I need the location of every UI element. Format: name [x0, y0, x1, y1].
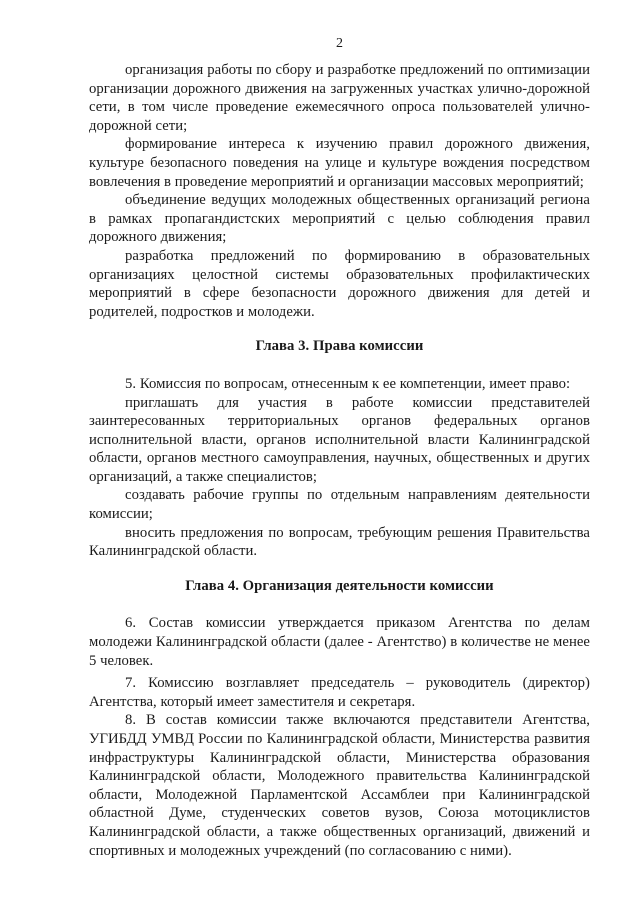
paragraph-unification: объединение ведущих молодежных общественных организаций региона в рамках пропагандистских мероприятий с целью соблюдения правил дорожного движения; — [89, 192, 590, 246]
chapter-4-title: Глава 4. Организация деятельности комиссии — [185, 577, 494, 594]
paragraph-interest: формирование интереса к изучению правил дорожного движения, культуре безопасного поведения на улице и культуре вождения посредством вовлечения в проведение мероприятий и организации массовых мероприятий; — [89, 136, 590, 190]
clause-8: 8. В состав комиссии также включаются представители Агентства, УГИБДД УМВД России по Калининградской области, Министерства развития инфраструктуры Калининградской области, Министерства образования Калининградской области, Молодежного правительства Калининградской области, Молодежной Парламентской Ассамблеи при Калининградской областной Думе, студенческих советов вузов, Союза мотоциклистов Калининградской области, а также общественных организаций, движений и спортивных и молодежных учреждений (по согласованию с ними). — [89, 712, 590, 859]
right-proposals: вносить предложения по вопросам, требующим решения Правительства Калининградской области. — [89, 524, 590, 560]
clause-6: 6. Состав комиссии утверждается приказом Агентства по делам молодежи Калининградской области (далее - Агентство) в количестве не менее 5 человек. — [89, 615, 590, 669]
paragraph-development: разработка предложений по формированию в образовательных организациях целостной системы образовательных профилактических мероприятий в сфере безопасности дорожного движения для детей и родителей, подростков и молодежи. — [89, 247, 590, 320]
clause-5: 5. Комиссия по вопросам, отнесенным к ее компетенции, имеет право: — [125, 375, 571, 392]
right-invite: приглашать для участия в работе комиссии представителей заинтересованных территориальных органов федеральных органов исполнительной власти, органов исполнительной власти Калининградской области, органов местного самоуправления, научных, общественных и других организаций, а также специалистов; — [89, 394, 590, 485]
paragraph-optimization: организация работы по сбору и разработке предложений по оптимизации организации дорожного движения на загруженных участках улично-дорожной сети, в том числе проведение ежемесячного опроса пользователей улично-дорожной сети; — [89, 62, 590, 134]
chapter-3-title: Глава 3. Права комиссии — [255, 338, 424, 355]
clause-7: 7. Комиссию возглавляет председатель – руководитель (директор) Агентства, который имеет заместителя и секретаря. — [89, 675, 590, 710]
right-working-groups: создавать рабочие группы по отдельным направлениям деятельности комиссии; — [89, 487, 590, 523]
page-number: 2 — [335, 36, 344, 51]
